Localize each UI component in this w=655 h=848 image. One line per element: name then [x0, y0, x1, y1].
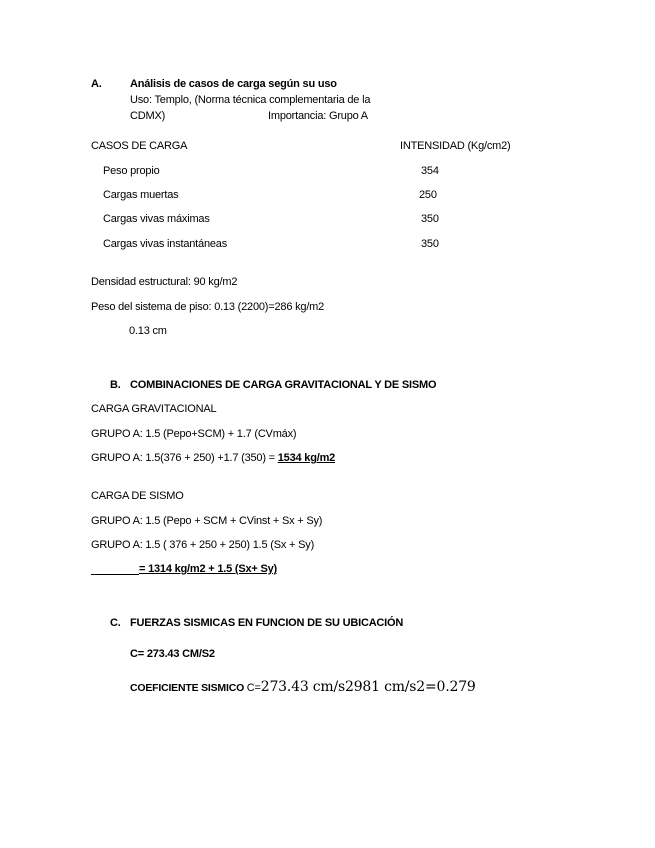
gravity-title: CARGA GRAVITACIONAL [91, 403, 217, 415]
use-line: Uso: Templo, (Norma técnica complementaria de la [130, 94, 371, 106]
table-row-value: 350 [421, 238, 439, 250]
table-header-intensity: INTENSIDAD (Kg/cm2) [400, 140, 511, 152]
table-row-value: 354 [421, 165, 439, 177]
gravity-calc-result: 1534 kg/m2 [277, 452, 336, 464]
section-b-marker: B. [110, 379, 121, 391]
section-a-marker: A. [91, 78, 102, 90]
table-row-value: 250 [419, 189, 437, 201]
coef-prefix: C= [246, 682, 261, 694]
gravity-calc [91, 451, 335, 465]
section-b-title: COMBINACIONES DE CARGA GRAVITACIONAL Y DE SISMO [130, 379, 437, 391]
seismic-result: = 1314 kg/m2 + 1.5 (Sx+ Sy) [139, 563, 277, 575]
table-row-label: Cargas muertas [103, 189, 179, 201]
importance-text: Importancia: Grupo A [268, 110, 368, 122]
seismic-calc: GRUPO A: 1.5 ( 376 + 250 + 250) 1.5 (Sx + Sy) [91, 539, 315, 551]
seismic-result-underline-lead [91, 574, 139, 575]
seismic-coefficient [130, 680, 476, 695]
seismic-formula: GRUPO A: 1.5 (Pepo + SCM + CVinst + Sx + Sy) [91, 515, 323, 527]
section-c-marker: C. [110, 617, 121, 629]
section-a-title: Análisis de casos de carga según su uso [130, 78, 337, 90]
cdmx-text: CDMX) [130, 110, 166, 122]
gravity-calc-prefix: GRUPO A: 1.5(376 + 250) +1.7 (350) = [91, 452, 278, 464]
coef-formula: 273.43 cm/s2981 cm/s2=0.279 [260, 679, 476, 695]
density-text: Densidad estructural: 90 kg/m2 [91, 276, 238, 288]
c-value: C= 273.43 CM/S2 [130, 648, 215, 660]
table-row-label: Peso propio [103, 165, 160, 177]
floor-weight-text: Peso del sistema de piso: 0.13 (2200)=286 kg/m2 [91, 301, 325, 313]
table-row-label: Cargas vivas máximas [103, 213, 210, 225]
table-row-label: Cargas vivas instantáneas [103, 238, 228, 250]
section-c-title: FUERZAS SISMICAS EN FUNCION DE SU UBICACIÓN [130, 617, 404, 629]
thickness-text: 0.13 cm [129, 325, 167, 337]
table-header-case: CASOS DE CARGA [91, 140, 188, 152]
table-row-value: 350 [421, 213, 439, 225]
gravity-formula: GRUPO A: 1.5 (Pepo+SCM) + 1.7 (CVmáx) [91, 428, 297, 440]
coef-label: COEFICIENTE SISMICO [130, 682, 247, 694]
seismic-title: CARGA DE SISMO [91, 490, 184, 502]
